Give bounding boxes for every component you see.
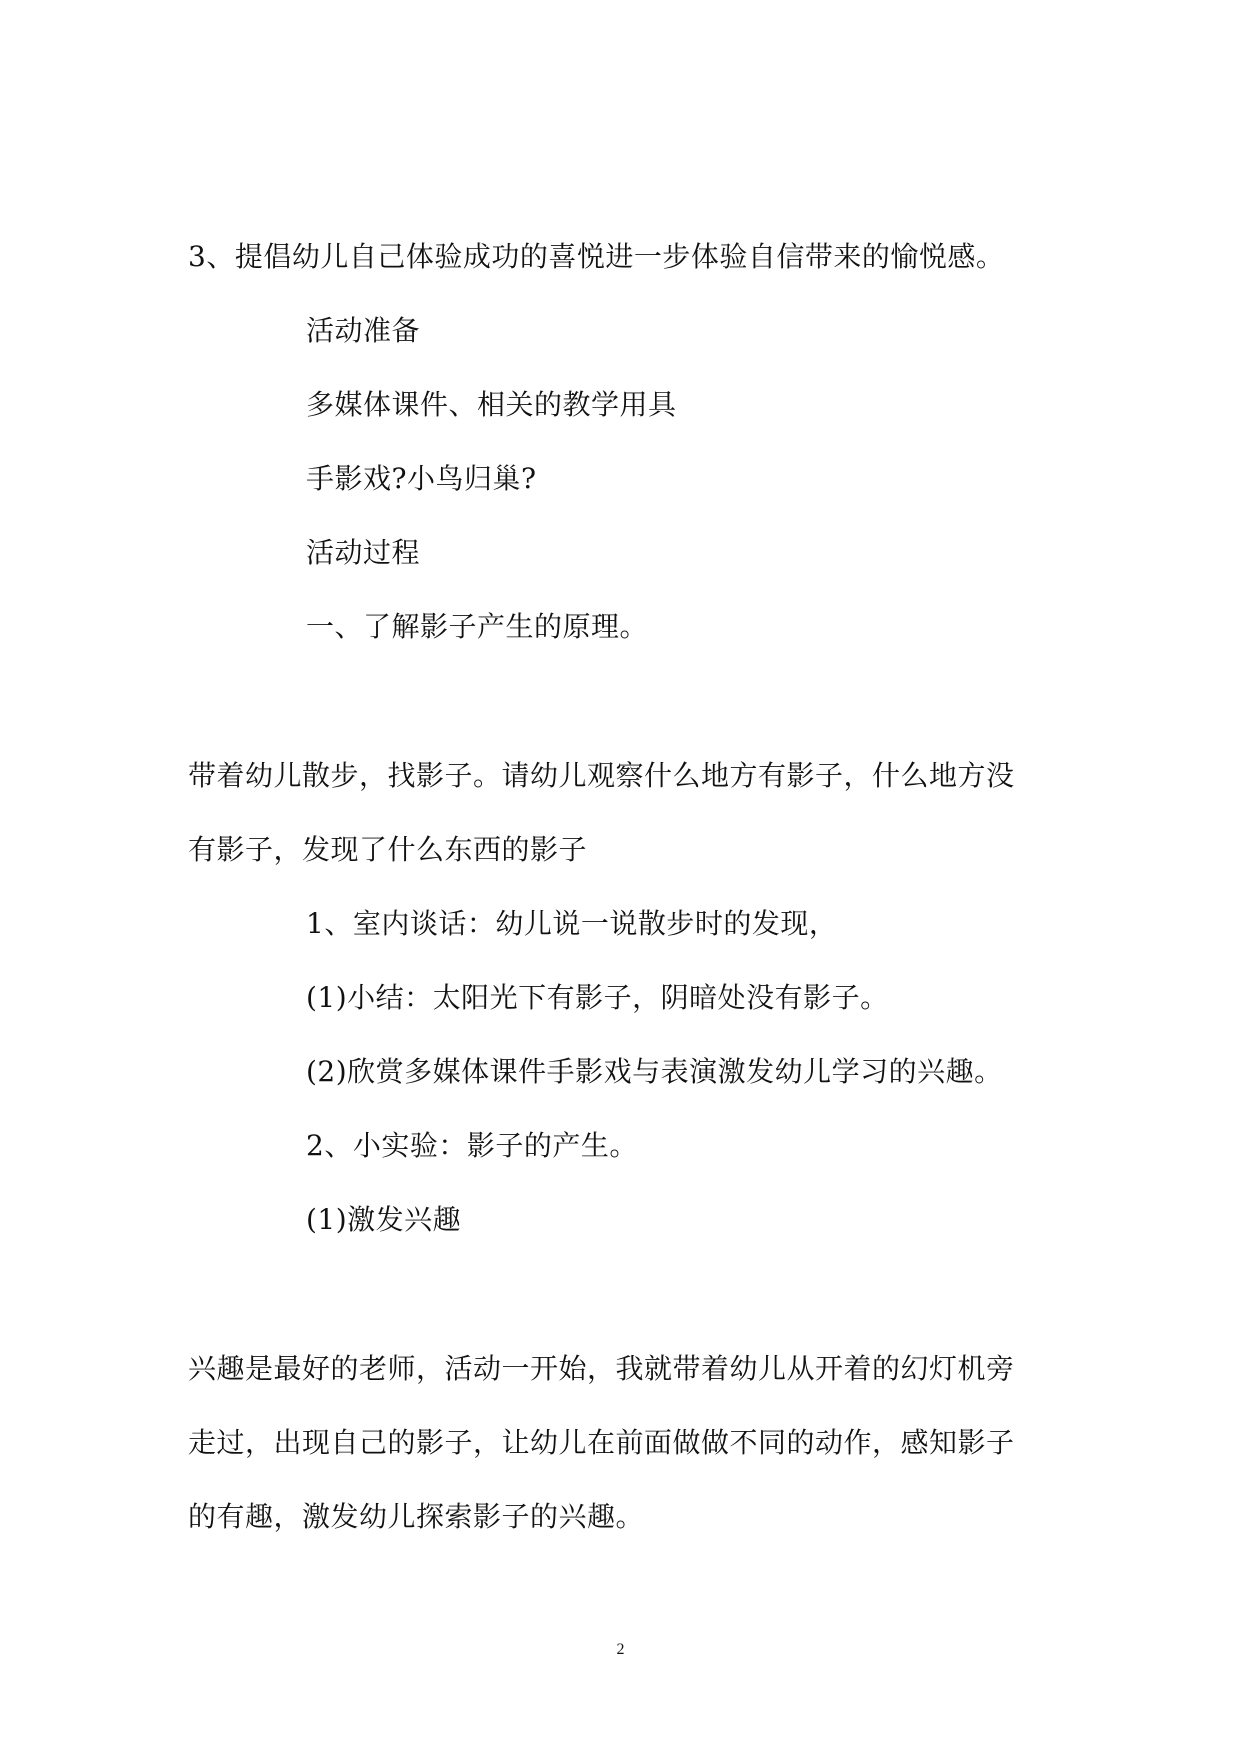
- preparation-item-shadow-play: 手影戏?小鸟归巢?: [306, 462, 537, 495]
- indoor-talk-title: 1、室内谈话：幼儿说一说散步时的发现，: [306, 907, 838, 940]
- objective-3-text: 3、提倡幼儿自己体验成功的喜悦进一步体验自信带来的愉悦感。: [188, 240, 1005, 273]
- interest-paragraph-line-1: 兴趣是最好的老师，活动一开始，我就带着幼儿从开着的幻灯机旁: [188, 1352, 1015, 1385]
- summary-text: (1)小结：太阳光下有影子，阴暗处没有影子。: [306, 981, 889, 1014]
- section-1-title: 一、了解影子产生的原理。: [306, 610, 649, 643]
- walk-paragraph-line-1: 带着幼儿散步，找影子。请幼儿观察什么地方有影子，什么地方没: [188, 759, 1015, 792]
- interest-paragraph-line-3: 的有趣，激发幼儿探索影子的兴趣。: [188, 1500, 645, 1533]
- experiment-title: 2、小实验：影子的产生。: [306, 1129, 638, 1162]
- appreciate-text: (2)欣赏多媒体课件手影戏与表演激发幼儿学习的兴趣。: [306, 1055, 1003, 1088]
- preparation-heading: 活动准备: [306, 314, 421, 347]
- interest-title: (1)激发兴趣: [306, 1203, 462, 1236]
- process-heading: 活动过程: [306, 536, 421, 569]
- walk-paragraph-line-2: 有影子，发现了什么东西的影子: [188, 833, 588, 866]
- preparation-item-materials: 多媒体课件、相关的教学用具: [306, 388, 677, 421]
- interest-paragraph-line-2: 走过，出现自己的影子，让幼儿在前面做做不同的动作，感知影子: [188, 1426, 1015, 1459]
- page-number: 2: [616, 1641, 625, 1658]
